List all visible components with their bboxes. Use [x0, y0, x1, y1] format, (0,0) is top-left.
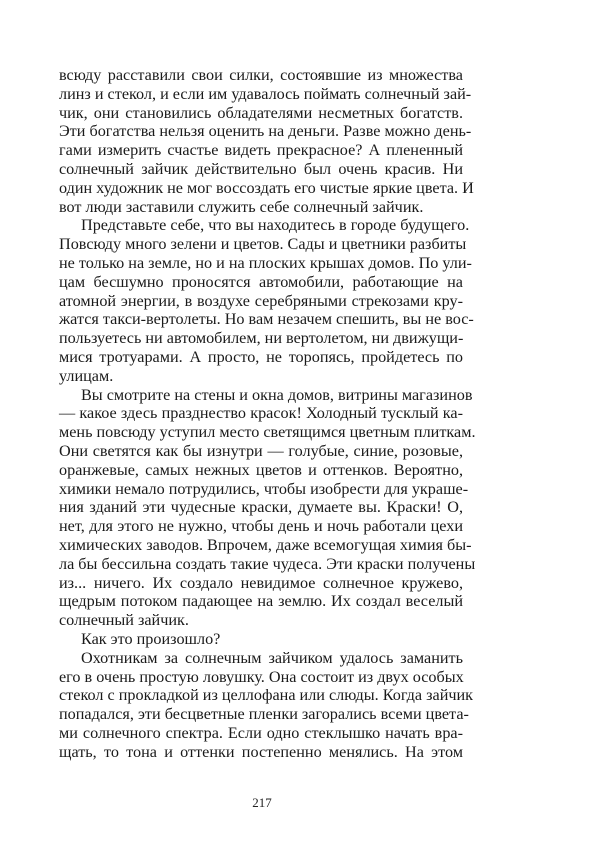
text-line: линз и стекол, и если им удавалось поймать солнечный зай-: [59, 84, 472, 103]
text-line: оранжевые, самых нежных цветов и оттенков. Вероятно,: [59, 460, 463, 479]
paragraph: [59, 630, 463, 649]
text-line: химики немало потрудились, чтобы изобрести для украше-: [59, 479, 469, 498]
text-line: Представьте себе, что вы находитесь в городе будущего.: [81, 216, 470, 235]
text-line: солнечный зайчик действительно был очень красив. Ни: [59, 159, 463, 178]
text-line: один художник не мог воссоздать его чистые яркие цвета. И: [59, 178, 474, 197]
text-line: Охотникам за солнечным зайчиком удалось заманить: [81, 648, 463, 667]
text-line: жатся такси-вертолеты. Но вам незачем спешить, вы не вос-: [59, 310, 474, 329]
text-line: щедрым потоком падающее на землю. Их создал веселый: [59, 592, 463, 611]
text-line: — какое здесь празднество красок! Холодный тусклый ка-: [59, 404, 463, 423]
text-line: пользуетесь ни автомобилем, ни вертолетом, ни движущи-: [59, 329, 464, 348]
page-number: 217: [252, 795, 272, 810]
paragraph: [59, 385, 476, 630]
paragraph: [59, 66, 474, 216]
text-line: нет, для этого не нужно, чтобы день и ночь работали цехи: [59, 517, 463, 536]
text-line: Повсюду много зелени и цветов. Сады и цветники разбиты: [59, 235, 467, 254]
text-line: не только на земле, но и на плоских крышах домов. По ули-: [59, 253, 472, 272]
text-line: улицам.: [59, 366, 114, 385]
text-line: чик, они становились обладателями несметных богатств.: [59, 103, 463, 122]
text-line: гами измерить счастье видеть прекрасное? А плененный: [59, 141, 463, 160]
text-line: вот люди заставили служить себе солнечный зайчик.: [59, 197, 424, 216]
text-line: Эти богатства нельзя оценить на деньги. Разве можно день-: [59, 122, 472, 141]
text-line: Они светятся как бы изнутри — голубые, синие, розовые,: [59, 441, 463, 460]
text-line: Вы смотрите на стены и окна домов, витрины магазинов: [81, 385, 473, 404]
text-line: цам бесшумно проносятся автомобили, работающие на: [59, 272, 463, 291]
paragraph: [59, 648, 474, 762]
text-line: всюду расставили свои силки, состоявшие из множества: [59, 66, 463, 84]
text-line: ла бы бессильна создать такие чудеса. Эти краски получены: [59, 554, 476, 573]
paragraph: [59, 216, 474, 385]
text-line: Как это произошло?: [81, 629, 221, 648]
text-line: его в очень простую ловушку. Она состоит из двух особых: [59, 667, 464, 686]
text-line: химических заводов. Впрочем, даже всемогущая химия бы-: [59, 535, 472, 554]
text-line: мися тротуарами. А просто, не торопясь, пройдетесь по: [59, 347, 463, 366]
text-line: попадался, эти бесцветные пленки загорались всеми цвета-: [59, 705, 469, 724]
text-line: из... ничего. Их создало невидимое солнечное кружево,: [59, 573, 463, 592]
text-line: ния зданий эти чудесные краски, думаете вы. Краски! О,: [59, 498, 463, 517]
text-line: стекол с прокладкой из целлофана или слюды. Когда зайчик: [59, 686, 474, 705]
text-line: ми солнечного спектра. Если одно стеклышко начать вра-: [59, 723, 463, 742]
text-line: мень повсюду уступил место светящимся цветным плиткам.: [59, 423, 476, 442]
page-body: [59, 66, 476, 761]
text-line: атомной энергии, в воздухе серебряными стрекозами кру-: [59, 291, 463, 310]
text-line: щать, то тона и оттенки постепенно менялись. На этом: [59, 742, 463, 761]
text-line: солнечный зайчик.: [59, 611, 189, 630]
